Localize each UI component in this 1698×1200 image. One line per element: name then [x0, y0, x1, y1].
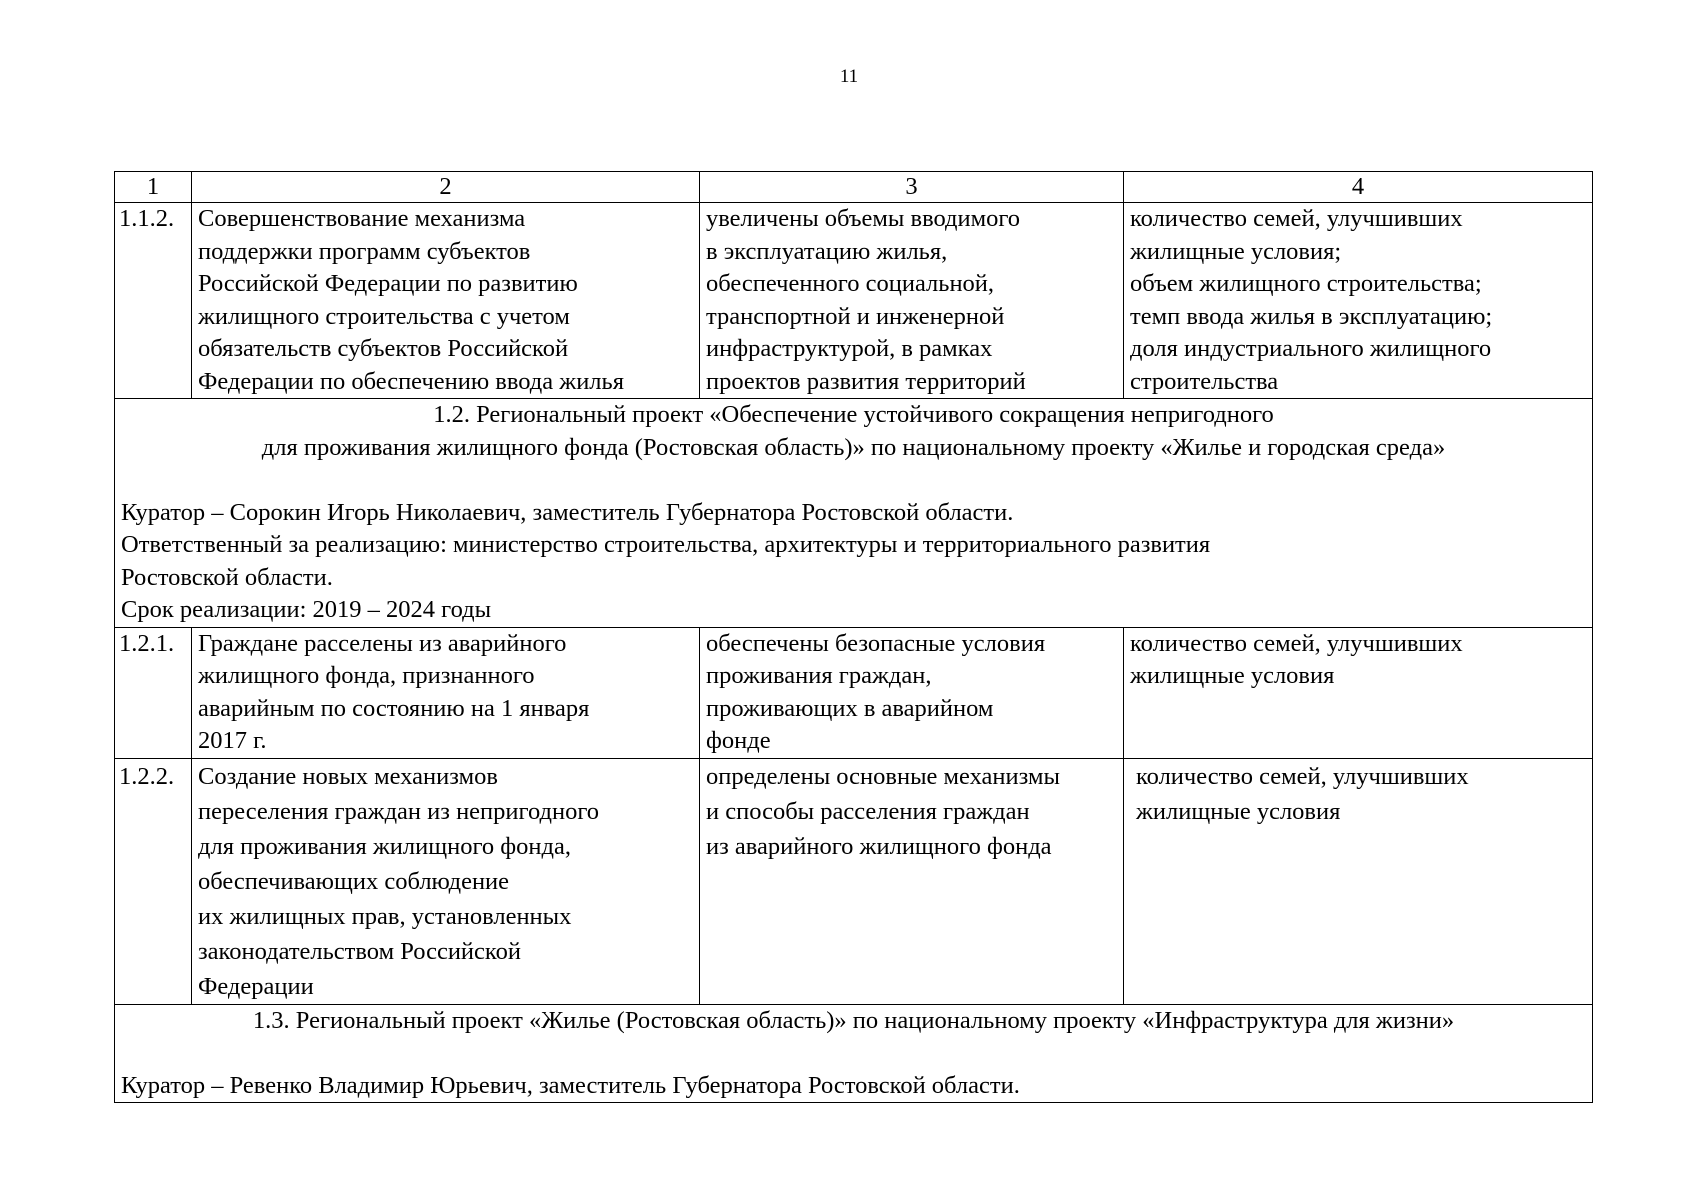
text-line: Граждане расселены из аварийного [198, 629, 567, 657]
text-line: Федерации по обеспечению ввода жилья [198, 367, 624, 395]
section-1-2-cell [115, 399, 1593, 628]
text-line: Федерации [198, 972, 314, 1000]
text-line: обеспечены безопасные условия [706, 629, 1046, 657]
text-line: обеспечивающих соблюдение [198, 867, 510, 895]
header-cell-4: 4 [1124, 172, 1593, 203]
responsible-line: Ответственный за реализацию: министерство строительства, архитектуры и территориального развития [121, 531, 1211, 558]
row-result-cell [700, 203, 1124, 399]
text-line: темп ввода жилья в эксплуатацию; [1130, 302, 1493, 330]
section-title-line: 1.2. Региональный проект «Обеспечение устойчивого сокращения непригодного [433, 401, 1274, 428]
text-line: их жилищных прав, установленных [198, 902, 572, 930]
text-line: законодательством Российской [198, 937, 521, 965]
text-line: жилищного строительства с учетом [198, 302, 570, 330]
row-result-cell [700, 758, 1124, 1004]
text-line: доля индустриального жилищного [1130, 335, 1492, 362]
text-line: 2017 г. [198, 727, 267, 754]
text-line: из аварийного жилищного фонда [706, 832, 1052, 860]
text-line: проектов развития территорий [706, 367, 1026, 395]
section-row-1-3 [115, 1004, 1593, 1103]
text-line: аварийным по состоянию на 1 января [198, 694, 590, 722]
text-line: поддержки программ субъектов [198, 237, 531, 265]
curator-line: Куратор – Ревенко Владимир Юрьевич, заместитель Губернатора Ростовской области. [121, 1071, 1020, 1099]
text-line: инфраструктурой, в рамках [706, 335, 993, 362]
term-line: Срок реализации: 2019 – 2024 годы [121, 596, 492, 623]
text-line: жилищного фонда, признанного [198, 662, 535, 689]
text-line: количество семей, улучшивших [1136, 762, 1469, 790]
text-line: в эксплуатацию жилья, [706, 237, 948, 265]
section-row-1-2 [115, 399, 1593, 628]
text-line: жилищные условия [1130, 662, 1335, 689]
section-title-line: 1.3. Региональный проект «Жилье (Ростовская область)» по национальному проекту «Инфраструктура для жизни» [252, 1006, 1455, 1034]
text-line: жилищные условия; [1130, 237, 1342, 265]
text-line: обязательств субъектов Российской [198, 335, 569, 362]
row-measure-cell [192, 203, 700, 399]
section-1-3-cell [115, 1004, 1593, 1103]
text-line: Совершенствование механизма [198, 205, 526, 232]
measures-table [114, 171, 1593, 1103]
table-row-1-1-2 [115, 203, 1593, 399]
spacer [121, 464, 1586, 497]
header-cell-3: 3 [700, 172, 1124, 203]
text-line: для проживания жилищного фонда, [198, 832, 571, 860]
text-line: проживающих в аварийном [706, 694, 994, 722]
table-header-row [115, 172, 1593, 203]
text-line: переселения граждан из непригодного [198, 797, 600, 825]
text-line: определены основные механизмы [706, 762, 1060, 790]
text-line: транспортной и инженерной [706, 302, 1005, 330]
row-number: 1.2.2. [115, 758, 192, 1004]
row-indicator-cell [1124, 203, 1593, 399]
text-line: фонде [706, 727, 771, 754]
section-title-line: для проживания жилищного фонда (Ростовская область)» по национальному проекту «Жилье и городская среда» [261, 433, 1446, 461]
text-line: и способы расселения граждан [706, 797, 1030, 825]
text-line: Создание новых механизмов [198, 762, 498, 790]
curator-line: Куратор – Сорокин Игорь Николаевич, заместитель Губернатора Ростовской области. [121, 498, 1014, 526]
page-number: 11 [839, 66, 859, 87]
spacer [121, 1037, 1586, 1070]
text-line: количество семей, улучшивших [1130, 629, 1463, 657]
text-line: Российской Федерации по развитию [198, 270, 578, 297]
header-cell-1: 1 [115, 172, 192, 203]
row-result-cell [700, 627, 1124, 758]
row-indicator-cell [1124, 627, 1593, 758]
row-number: 1.2.1. [115, 627, 192, 758]
table-row-1-2-1 [115, 627, 1593, 758]
row-measure-cell [192, 627, 700, 758]
text-line: жилищные условия [1136, 797, 1341, 825]
text-line: строительства [1130, 367, 1279, 395]
text-line: объем жилищного строительства; [1130, 270, 1482, 297]
row-number: 1.1.2. [115, 203, 192, 399]
row-measure-cell [192, 758, 700, 1004]
row-indicator-cell [1124, 758, 1593, 1004]
text-line: количество семей, улучшивших [1130, 205, 1463, 232]
text-line: проживания граждан, [706, 662, 932, 689]
header-cell-2: 2 [192, 172, 700, 203]
text-line: обеспеченного социальной, [706, 270, 995, 297]
table-row-1-2-2 [115, 758, 1593, 1004]
responsible-line: Ростовской области. [121, 563, 333, 591]
text-line: увеличены объемы вводимого [706, 205, 1021, 232]
